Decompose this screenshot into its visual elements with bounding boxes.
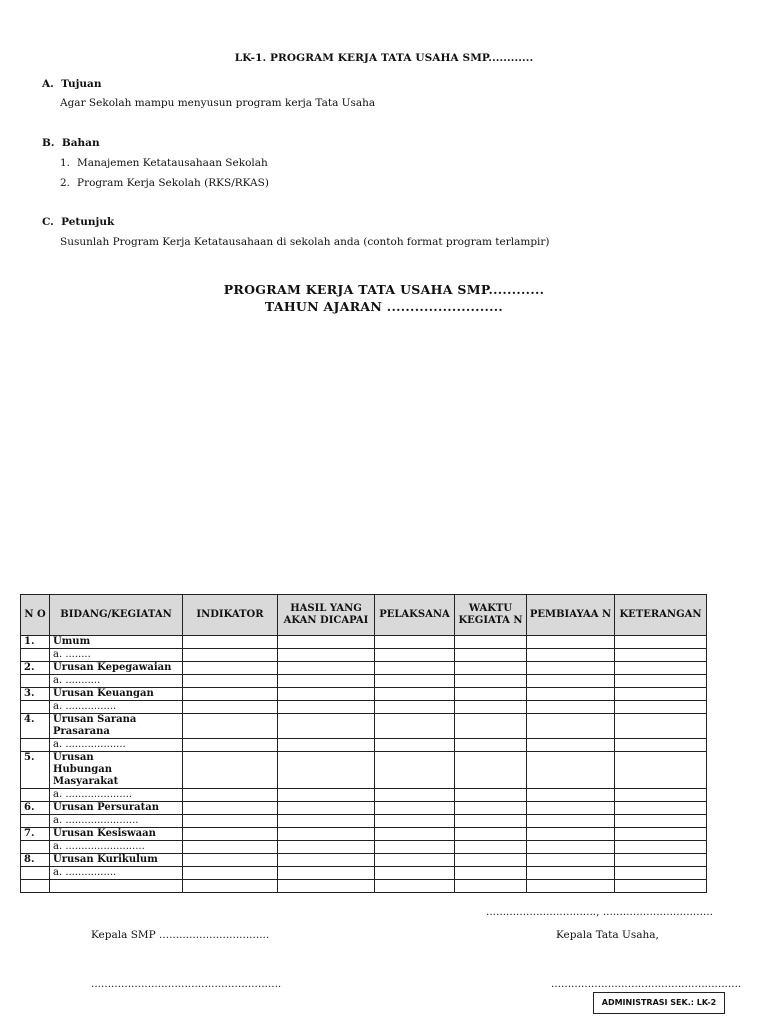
cell xyxy=(183,841,278,854)
row-sub-item: a. ........ xyxy=(50,649,183,662)
cell xyxy=(21,815,50,828)
cell xyxy=(278,815,375,828)
table-row xyxy=(21,636,707,649)
cell xyxy=(527,714,615,739)
table-row xyxy=(21,714,707,739)
section-a-title: Tujuan xyxy=(61,78,102,90)
cell xyxy=(278,880,375,893)
cell xyxy=(527,815,615,828)
cell xyxy=(21,789,50,802)
table-subrow xyxy=(21,841,707,854)
table-row xyxy=(21,802,707,815)
cell xyxy=(278,802,375,815)
cell xyxy=(375,867,455,880)
row-sub-item: a. ................ xyxy=(50,701,183,714)
cell xyxy=(615,815,707,828)
cell xyxy=(183,815,278,828)
table-subrow xyxy=(21,675,707,688)
cell xyxy=(527,688,615,701)
row-bidang-text: Urusan Sarana Prasarana xyxy=(53,714,137,737)
cell xyxy=(527,854,615,867)
row-bidang: Urusan Keuangan xyxy=(50,688,183,701)
cell xyxy=(183,739,278,752)
cell xyxy=(527,752,615,789)
cell xyxy=(183,675,278,688)
cell xyxy=(278,662,375,675)
cell xyxy=(278,828,375,841)
kepala-tu-label: Kepala Tata Usaha, xyxy=(556,929,659,941)
cell xyxy=(278,841,375,854)
row-sub-item: a. ........... xyxy=(50,675,183,688)
cell xyxy=(21,675,50,688)
cell xyxy=(375,675,455,688)
cell xyxy=(183,789,278,802)
cell xyxy=(375,714,455,739)
program-title-line-2: TAHUN AJARAN ......................... xyxy=(264,299,504,314)
row-bidang: Urusan Persuratan xyxy=(50,802,183,815)
cell xyxy=(183,828,278,841)
cell xyxy=(278,649,375,662)
cell xyxy=(527,880,615,893)
table-subrow xyxy=(21,649,707,662)
program-table xyxy=(20,594,707,893)
table-subrow xyxy=(21,701,707,714)
header-waktu: WAKTU KEGIATA N xyxy=(455,595,527,636)
cell xyxy=(615,739,707,752)
row-sub-item: a. ................... xyxy=(50,739,183,752)
list-number: 1. xyxy=(60,157,71,169)
cell xyxy=(455,752,527,789)
header-keterangan: KETERANGAN xyxy=(615,595,707,636)
cell xyxy=(455,675,527,688)
cell xyxy=(455,649,527,662)
cell xyxy=(375,789,455,802)
header-pembiayaan: PEMBIAYAA N xyxy=(527,595,615,636)
table-row xyxy=(21,854,707,867)
table-subrow xyxy=(21,815,707,828)
list-text: Manajemen Ketatausahaan Sekolah xyxy=(77,157,268,169)
cell xyxy=(527,789,615,802)
cell xyxy=(375,854,455,867)
list-number: 2. xyxy=(60,177,71,189)
table-subrow xyxy=(21,739,707,752)
row-bidang: Umum xyxy=(50,636,183,649)
row-bidang: Urusan Kesiswaan xyxy=(50,828,183,841)
cell xyxy=(375,752,455,789)
cell xyxy=(527,739,615,752)
cell xyxy=(615,802,707,815)
cell xyxy=(375,841,455,854)
cell xyxy=(527,675,615,688)
cell xyxy=(50,880,183,893)
cell xyxy=(455,841,527,854)
cell xyxy=(183,662,278,675)
cell xyxy=(615,789,707,802)
cell xyxy=(527,701,615,714)
cell xyxy=(527,828,615,841)
cell xyxy=(21,701,50,714)
cell xyxy=(375,880,455,893)
row-number: 6. xyxy=(21,802,50,815)
cell xyxy=(183,688,278,701)
cell xyxy=(455,688,527,701)
cell xyxy=(615,841,707,854)
cell xyxy=(527,636,615,649)
footer-label: ADMINISTRASI SEK.: LK-2 xyxy=(593,992,725,1014)
row-sub-item: a. ................ xyxy=(50,867,183,880)
cell xyxy=(375,649,455,662)
cell xyxy=(455,854,527,867)
cell xyxy=(615,880,707,893)
cell xyxy=(615,662,707,675)
cell xyxy=(527,841,615,854)
cell xyxy=(455,739,527,752)
list-text: Program Kerja Sekolah (RKS/RKAS) xyxy=(77,177,269,189)
section-a-heading xyxy=(42,78,101,90)
table-row xyxy=(21,828,707,841)
cell xyxy=(183,880,278,893)
cell xyxy=(527,649,615,662)
cell xyxy=(183,867,278,880)
cell xyxy=(278,854,375,867)
place-date-line: ................................., ................................. xyxy=(486,906,713,918)
section-b-item-2 xyxy=(60,177,269,189)
cell xyxy=(183,752,278,789)
row-bidang xyxy=(50,714,183,739)
cell xyxy=(455,714,527,739)
row-bidang xyxy=(50,752,183,789)
cell xyxy=(455,789,527,802)
cell xyxy=(375,739,455,752)
section-b-marker: B. xyxy=(42,137,55,149)
cell xyxy=(527,867,615,880)
cell xyxy=(375,815,455,828)
cell xyxy=(375,802,455,815)
kepala-tu-signature-line: ......................................................... xyxy=(551,978,742,990)
section-b-title: Bahan xyxy=(61,137,100,149)
section-c-title: Petunjuk xyxy=(61,216,115,228)
cell xyxy=(375,662,455,675)
row-number: 3. xyxy=(21,688,50,701)
cell xyxy=(615,688,707,701)
cell xyxy=(375,688,455,701)
cell xyxy=(455,662,527,675)
cell xyxy=(455,636,527,649)
table-row xyxy=(21,662,707,675)
header-hasil: HASIL YANG AKAN DICAPAI xyxy=(278,595,375,636)
cell xyxy=(183,802,278,815)
cell xyxy=(615,752,707,789)
cell xyxy=(375,828,455,841)
header-bidang: BIDANG/KEGIATAN xyxy=(50,595,183,636)
cell xyxy=(615,636,707,649)
row-number: 4. xyxy=(21,714,50,739)
cell xyxy=(615,828,707,841)
cell xyxy=(455,867,527,880)
cell xyxy=(615,867,707,880)
cell xyxy=(278,714,375,739)
row-number: 5. xyxy=(21,752,50,789)
row-bidang-text: Urusan Hubungan Masyarakat xyxy=(53,752,119,787)
table-row xyxy=(21,752,707,789)
cell xyxy=(615,649,707,662)
cell xyxy=(278,636,375,649)
section-a-body: Agar Sekolah mampu menyusun program kerja Tata Usaha xyxy=(60,97,376,109)
cell xyxy=(527,802,615,815)
cell xyxy=(615,854,707,867)
cell xyxy=(615,701,707,714)
cell xyxy=(455,701,527,714)
cell xyxy=(455,802,527,815)
row-sub-item: a. ..................... xyxy=(50,789,183,802)
cell xyxy=(455,828,527,841)
table-header-row xyxy=(21,595,707,636)
cell xyxy=(278,867,375,880)
table-empty-row xyxy=(21,880,707,893)
table-subrow xyxy=(21,789,707,802)
cell xyxy=(527,662,615,675)
cell xyxy=(183,701,278,714)
row-bidang: Urusan Kurikulum xyxy=(50,854,183,867)
header-indikator: INDIKATOR xyxy=(183,595,278,636)
cell xyxy=(183,714,278,739)
row-bidang: Urusan Kepegawaian xyxy=(50,662,183,675)
program-title-line-1: PROGRAM KERJA TATA USAHA SMP............ xyxy=(223,282,545,297)
cell xyxy=(278,675,375,688)
section-c-heading xyxy=(42,216,114,228)
cell xyxy=(21,739,50,752)
table-subrow xyxy=(21,867,707,880)
cell xyxy=(375,701,455,714)
section-a-marker: A. xyxy=(42,78,54,90)
section-c-marker: C. xyxy=(42,216,54,228)
table-row xyxy=(21,688,707,701)
row-number: 8. xyxy=(21,854,50,867)
row-number: 7. xyxy=(21,828,50,841)
section-b-item-1 xyxy=(60,157,268,169)
cell xyxy=(21,867,50,880)
cell xyxy=(455,880,527,893)
section-b-heading xyxy=(42,137,100,149)
cell xyxy=(183,636,278,649)
cell xyxy=(375,636,455,649)
cell xyxy=(183,649,278,662)
cell xyxy=(615,675,707,688)
header-pelaksana: PELAKSANA xyxy=(375,595,455,636)
kepala-smp-label: Kepala SMP ................................. xyxy=(91,929,270,941)
cell xyxy=(278,752,375,789)
row-number: 1. xyxy=(21,636,50,649)
header-no: N O xyxy=(21,595,50,636)
document-title: LK-1. PROGRAM KERJA TATA USAHA SMP............ xyxy=(234,52,534,64)
cell xyxy=(455,815,527,828)
kepala-smp-signature-line: ......................................................... xyxy=(91,978,282,990)
section-c-body: Susunlah Program Kerja Ketatausahaan di sekolah anda (contoh format program terlampir) xyxy=(60,236,550,248)
cell xyxy=(21,841,50,854)
row-sub-item: a. ....................... xyxy=(50,815,183,828)
cell xyxy=(278,688,375,701)
cell xyxy=(615,714,707,739)
row-number: 2. xyxy=(21,662,50,675)
cell xyxy=(278,789,375,802)
cell xyxy=(21,649,50,662)
row-sub-item: a. ......................... xyxy=(50,841,183,854)
cell xyxy=(278,701,375,714)
cell xyxy=(278,739,375,752)
cell xyxy=(21,880,50,893)
cell xyxy=(183,854,278,867)
